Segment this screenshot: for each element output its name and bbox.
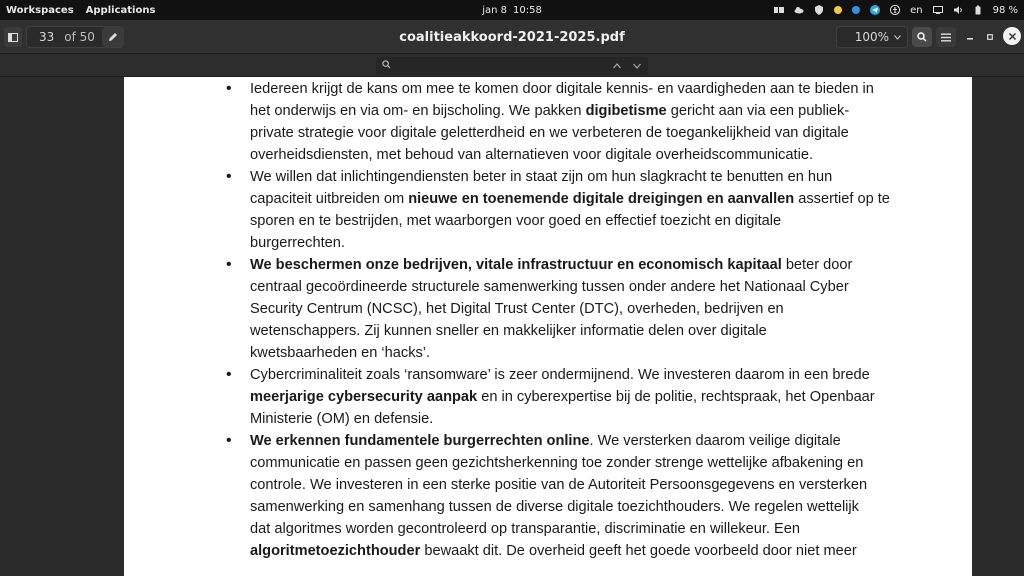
- text-run: controle. We investeren in een sterke positie van de Autoriteit Persoonsgegevens en versterken: [250, 477, 868, 493]
- maximize-icon: [987, 34, 993, 40]
- text-run: centraal gecoördineerde structurele samenwerking tussen onder andere het Nationaal Cyber: [250, 279, 849, 295]
- workspaces-menu[interactable]: Workspaces: [6, 4, 74, 16]
- current-page-input[interactable]: 33: [39, 30, 55, 44]
- text-line: [250, 342, 876, 364]
- document-title: coalitieakkoord-2021-2025.pdf: [399, 29, 625, 45]
- main-menu-button[interactable]: [936, 27, 956, 47]
- text-run: private strategie voor digitale geletterdheid en we verbeteren de toegankelijkheid van digitale: [250, 125, 849, 141]
- text-line: [250, 364, 876, 386]
- text-run: sporen en te bestrijden, met waarborgen voor goed en effectief toezicht en digitale: [250, 213, 782, 229]
- sidebar-toggle-button[interactable]: [4, 27, 22, 47]
- keyboard-layout-indicator[interactable]: en: [910, 4, 923, 16]
- bullet-item: [226, 364, 876, 430]
- bold-text: algoritmetoezichthouder: [250, 543, 421, 559]
- bullet-item: [226, 166, 890, 254]
- text-line: [250, 210, 876, 232]
- cloud-icon[interactable]: [794, 5, 804, 15]
- bullet-item: [226, 430, 876, 562]
- text-run: . We versterken daarom veilige digitale: [589, 433, 841, 449]
- applications-menu[interactable]: Applications: [85, 4, 156, 16]
- find-input[interactable]: [376, 57, 648, 75]
- battery-icon[interactable]: [973, 5, 983, 15]
- text-run: Iedereen krijgt de kans om mee te komen door digitale kennis- en vaardigheden aan te bieden in: [250, 81, 874, 97]
- bullet-item: [226, 254, 876, 364]
- text-run: assertief op te: [794, 191, 890, 207]
- text-run: gericht aan via een publiek-: [666, 103, 850, 119]
- bold-text: We erkennen fundamentele burgerrechten online: [250, 433, 590, 449]
- text-line: [250, 254, 876, 276]
- search-icon: [382, 60, 391, 69]
- text-run: capaciteit uitbreiden om: [250, 191, 409, 207]
- document-header-bar: [0, 20, 1024, 54]
- text-run: Security Centrum (NCSC), het Digital Trust Center (DTC), overheden, bedrijven en: [250, 301, 784, 317]
- zoom-level: 100%: [854, 30, 889, 44]
- text-line: [250, 518, 876, 540]
- accessibility-icon[interactable]: [890, 5, 900, 15]
- text-line: [250, 474, 876, 496]
- text-line: [250, 100, 876, 122]
- text-run: samenwerking en samenhang tussen de diverse digitale toezichthouders. We regelen wettelijk: [250, 499, 859, 515]
- text-line: [250, 232, 876, 254]
- text-line: [250, 188, 890, 210]
- bold-text: We beschermen onze bedrijven, vitale infrastructuur en economisch kapitaal: [250, 257, 782, 273]
- find-next-icon[interactable]: [632, 58, 642, 74]
- text-line: [250, 496, 876, 518]
- time-label: 10:58: [512, 4, 542, 16]
- text-run: beter door: [781, 257, 853, 273]
- text-run: We willen dat inlichtingendiensten beter in staat zijn om hun slagkracht te benutten en hun: [250, 169, 833, 185]
- system-top-bar: [0, 0, 1024, 20]
- minimize-icon: [967, 38, 973, 40]
- text-run: het onderwijs en via om- en bijscholing. We pakken: [250, 103, 586, 119]
- chevron-down-icon: [894, 35, 901, 40]
- volume-icon[interactable]: [953, 5, 963, 15]
- text-run: dat algoritmes worden gecontroleerd op transparantie, discriminatie en willekeur. Een: [250, 521, 800, 537]
- text-line: [250, 298, 876, 320]
- total-pages-label: of 50: [64, 30, 95, 44]
- yellow-status-icon[interactable]: [834, 6, 842, 14]
- text-run: burgerrechten.: [250, 235, 345, 251]
- window-list-icon[interactable]: [774, 5, 784, 15]
- battery-percentage: 98 %: [992, 4, 1018, 16]
- find-bar: [0, 55, 1024, 77]
- text-run: Cybercriminaliteit zoals ‘ransomware’ is zeer ondermijnend. We investeren daarom in een brede: [250, 367, 870, 383]
- bold-text: digibetisme: [585, 103, 667, 119]
- bold-text: nieuwe en toenemende digitale dreigingen en aanvallen: [408, 191, 795, 207]
- text-line: [250, 540, 876, 562]
- search-toggle-button[interactable]: [912, 27, 932, 47]
- text-line: [250, 386, 876, 408]
- sidebar-toggle-icon: [8, 33, 18, 42]
- blue-status-icon[interactable]: [852, 6, 860, 14]
- maximize-button[interactable]: [982, 32, 998, 42]
- text-run: overheidsdiensten, met behoud van alternatieven voor digitale overheidscommunicatie.: [250, 147, 814, 163]
- shield-icon[interactable]: [814, 5, 824, 15]
- text-line: [250, 166, 876, 188]
- annotate-button[interactable]: [102, 27, 124, 47]
- text-run: kwetsbaarheden en ‘hacks’.: [250, 345, 431, 361]
- system-tray: [774, 0, 1018, 20]
- date-label: jan 8: [482, 4, 507, 16]
- bold-text: meerjarige cybersecurity aanpak: [250, 389, 478, 405]
- text-line: [250, 320, 876, 342]
- text-line: [250, 78, 876, 100]
- find-previous-icon[interactable]: [612, 58, 622, 74]
- text-line: [250, 452, 876, 474]
- text-run: bewaakt dit. De overheid geeft het goede voorbeeld door niet meer: [420, 543, 857, 559]
- text-line: [250, 122, 876, 144]
- minimize-button[interactable]: [962, 34, 978, 44]
- pencil-icon: [108, 32, 118, 42]
- close-icon: [1009, 33, 1016, 40]
- text-run: en in cyberexpertise bij de politie, rechtspraak, het Openbaar: [477, 389, 875, 405]
- text-line: [250, 430, 876, 452]
- search-icon: [917, 32, 927, 42]
- page-content: [226, 78, 890, 562]
- text-run: Ministerie (OM) en defensie.: [250, 411, 434, 427]
- text-line: [250, 144, 876, 166]
- text-line: [250, 276, 876, 298]
- telegram-icon[interactable]: [870, 5, 880, 15]
- bullet-item: [226, 78, 876, 166]
- pdf-page: [124, 77, 972, 576]
- hamburger-menu-icon: [941, 33, 951, 42]
- close-button[interactable]: [1003, 27, 1021, 45]
- text-run: communicatie en passen geen gezichtsherkenning toe zonder strenge wettelijke afbakening en: [250, 455, 864, 471]
- text-run: wetenschappers. Zij kunnen sneller en makkelijker informatie delen over digitale: [250, 323, 767, 339]
- document-viewer[interactable]: [0, 77, 1024, 576]
- text-line: [250, 408, 876, 430]
- display-icon[interactable]: [933, 5, 943, 15]
- zoom-select[interactable]: [836, 26, 908, 48]
